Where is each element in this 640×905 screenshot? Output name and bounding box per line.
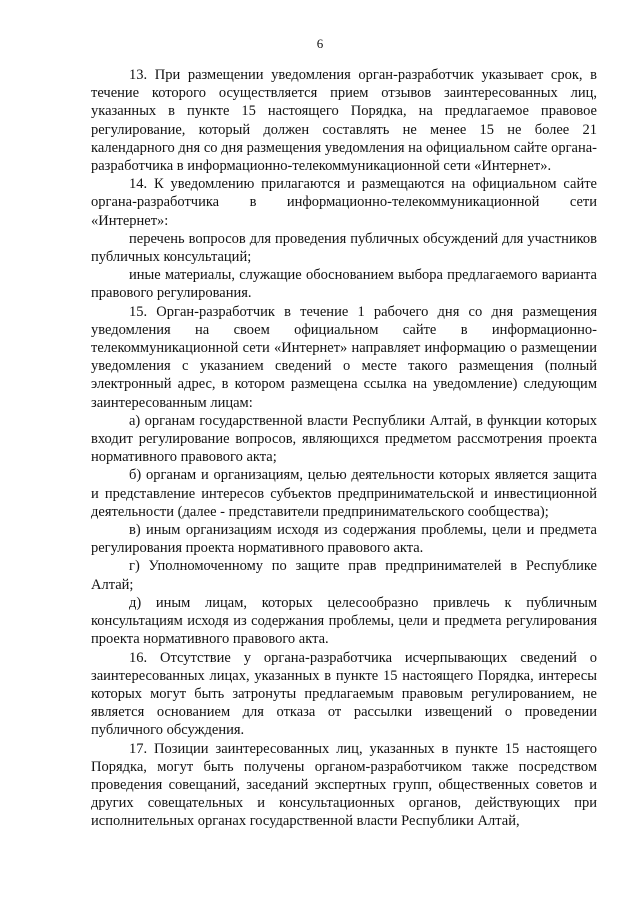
paragraph-13: 13. При размещении уведомления орган-разработчик указывает срок, в течение которого осуществляется прием отзывов заинтересованных лиц, указанных в пункте 15 настоящего Порядка, на предлагаемое правовое регулирование, который должен составлять не менее 15 не более 21 календарного дня со дня размещения уведомления на официальном сайте органа-разработчика в информационно-телекоммуникационной сети «Интернет». xyxy=(91,67,597,175)
list-item-v: в) иным организациям исходя из содержания проблемы, цели и предмета регулирования проекта нормативного правового акта. xyxy=(91,522,597,557)
list-item-b: б) органам и организациям, целью деятельности которых является защита и представление интересов субъектов предпринимательской и инвестиционной деятельности (далее - представители предпринимательского сообщества); xyxy=(91,467,597,520)
list-item-g: г) Уполномоченному по защите прав предпринимателей в Республике Алтай; xyxy=(91,558,597,593)
page-number: 6 xyxy=(316,36,324,51)
list-item-a: а) органам государственной власти Республики Алтай, в функции которых входит регулирование вопросов, являющихся предметом рассмотрения проекта нормативного правового акта; xyxy=(91,412,597,466)
list-item-materials: иные материалы, служащие обоснованием выбора предлагаемого варианта правового регулирования. xyxy=(91,267,597,302)
document-body xyxy=(91,66,597,831)
paragraph-14: 14. К уведомлению прилагаются и размещаются на официальном сайте органа-разработчика в информационно-телекоммуникационной сети «Интернет»: xyxy=(91,176,597,229)
paragraph-17: 17. Позиции заинтересованных лиц, указанных в пункте 15 настоящего Порядка, могут быть получены органом-разработчиком также посредством проведения совещаний, заседаний экспертных групп, общественных советов и других совещательных и консультационных органов, действующих при исполнительных органах государственной власти Республики Алтай, xyxy=(91,740,597,830)
list-item-d: д) иным лицам, которых целесообразно привлечь к публичным консультациям исходя из содержания проблемы, цели и предмета регулирования проекта нормативного правового акта. xyxy=(91,594,597,648)
list-item-questions: перечень вопросов для проведения публичных обсуждений для участников публичных консультаций; xyxy=(91,230,597,266)
paragraph-16: 16. Отсутствие у органа-разработчика исчерпывающих сведений о заинтересованных лицах, указанных в пункте 15 настоящего Порядка, интересы которых могут быть затронуты предлагаемым правовым регулированием, не является основанием для отказа от рассылки извещений о проведении публичного обсуждения. xyxy=(91,649,597,739)
paragraph-15: 15. Орган-разработчик в течение 1 рабочего дня со дня размещения уведомления на своем официальном сайте в информационно-телекоммуникационной сети «Интернет» направляет информацию о размещении уведомления с указанием сведений о месте такого размещения (полный электронный адрес, в котором размещена ссылка на уведомление) следующим заинтересованным лицам: xyxy=(91,303,597,411)
